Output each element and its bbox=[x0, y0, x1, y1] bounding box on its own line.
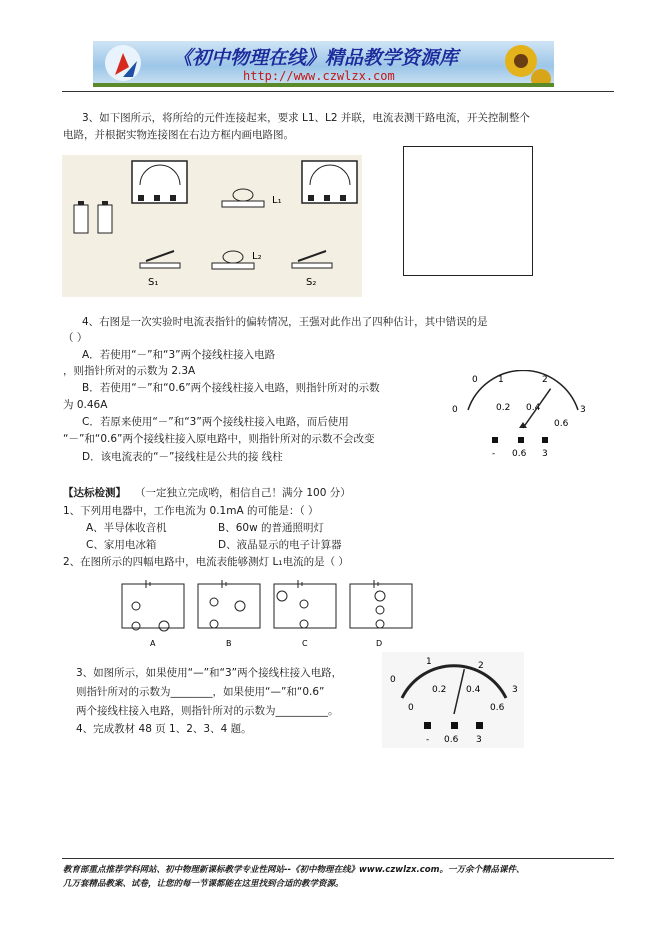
dial-2-upper-tick-2: 2 bbox=[478, 661, 484, 671]
test-q3-line2: 则指针所对的示数为________，如果使用“—”和“0.6” bbox=[76, 686, 325, 698]
q4-option-b-line1: B．若使用“－”和“0.6”两个接线柱接入电路，则指针所对的示数 bbox=[82, 382, 380, 394]
dial-1-terminal-label-2: 3 bbox=[542, 449, 548, 459]
q3-text-line2: 电路，并根据实物连接图在右边方框内画电路图。 bbox=[63, 129, 294, 141]
q3-apparatus-figure bbox=[62, 155, 362, 297]
dial-1-upper-tick-1: 1 bbox=[498, 375, 504, 385]
q3-text-line1: 3、如下图所示，将所给的元件连接起来，要求 L1、L2 并联，电流表测干路电流，开关控制整个 bbox=[82, 112, 530, 124]
footer-line1: 教育部重点推荐学科网站、初中物理新课标教学专业性网站--《初中物理在线》www.czwlzx.com。一万余个精品课件、 bbox=[63, 865, 525, 875]
q3-answer-box[interactable] bbox=[403, 146, 533, 276]
dial-1-terminal-icon bbox=[542, 437, 548, 443]
banner-title: 《初中物理在线》精品教学资源库 bbox=[173, 47, 459, 69]
q4-option-c-line2: “－”和“0.6”两个接线柱接入原电路中，则指针所对的示数不会改变 bbox=[63, 433, 375, 445]
dial-1-terminal-icon bbox=[518, 437, 524, 443]
dial-1-terminal-label-0: - bbox=[492, 449, 496, 459]
test-q1-option-d: D、液晶显示的电子计算器 bbox=[218, 539, 342, 551]
switch-icon bbox=[292, 251, 332, 268]
test-q3-line3: 两个接线柱接入电路，则指针所对的示数为__________。 bbox=[76, 705, 339, 717]
test-q1-option-b: B、60w 的普通照明灯 bbox=[218, 522, 324, 534]
ammeter-dial-1 bbox=[450, 370, 600, 460]
dial-2-lower-tick-2: 0.4 bbox=[466, 685, 481, 695]
ammeter-dial-2 bbox=[382, 652, 524, 748]
banner-url[interactable]: http://www.czwlzx.com bbox=[243, 69, 395, 83]
test-heading-note: （一定独立完成哟，相信自己！满分 100 分） bbox=[135, 487, 351, 499]
dial-2-terminal-icon bbox=[424, 722, 431, 729]
circuit-a bbox=[122, 580, 184, 631]
test-heading: 【达标检测】 bbox=[63, 487, 126, 499]
circuit-b bbox=[198, 580, 260, 628]
lamp-icon bbox=[222, 189, 264, 207]
dial-2-terminal-icon bbox=[476, 722, 483, 729]
test-q1: 1、下列用电器中，工作电流为 0.1mA 的可能是：（ ） bbox=[63, 505, 319, 517]
dial-2-needle bbox=[454, 669, 464, 714]
q4-option-d: D．该电流表的“－”接线柱是公共的接 线柱 bbox=[82, 451, 283, 463]
test-q1-option-c: C、家用电冰箱 bbox=[86, 539, 157, 551]
circuit-label-d: D bbox=[376, 639, 383, 648]
dial-2-lower-tick-3: 0.6 bbox=[490, 703, 505, 713]
circuit-label-a: A bbox=[150, 639, 156, 648]
dial-2-lower-tick-0: 0 bbox=[408, 703, 414, 713]
dial-2-upper-tick-3: 3 bbox=[512, 685, 518, 695]
q4-option-a-line2: ，则指针所对的示数为 2.3A bbox=[63, 365, 196, 377]
dial-1-lower-tick-0: 0 bbox=[452, 405, 458, 415]
test-q4: 4、完成教材 48 页 1、2、3、4 题。 bbox=[76, 723, 252, 735]
dial-2-lower-tick-1: 0.2 bbox=[432, 685, 447, 695]
dial-2-terminal-label-1: 0.6 bbox=[444, 735, 459, 745]
circuit-label-b: B bbox=[226, 639, 232, 648]
dial-1-upper-tick-2: 2 bbox=[542, 375, 548, 385]
circuit-label-c: C bbox=[302, 639, 308, 648]
test-q3-line1: 3、如图所示，如果使用“—”和“3”两个接线柱接入电路， bbox=[76, 667, 343, 679]
ammeter-icon bbox=[302, 161, 357, 203]
dial-2-terminal-icon bbox=[451, 722, 458, 729]
test-q1-option-a: A、半导体收音机 bbox=[86, 522, 167, 534]
q2-circuits-figure bbox=[118, 574, 418, 650]
dial-1-lower-tick-3: 0.6 bbox=[554, 419, 569, 429]
q4-option-a-line1: A．若使用“－”和“3”两个接线柱接入电路 bbox=[82, 349, 276, 361]
dial-1-terminal-label-1: 0.6 bbox=[512, 449, 527, 459]
q4-stem-line2: （ ） bbox=[63, 332, 88, 344]
q4-option-b-line2: 为 0.46A bbox=[63, 399, 108, 411]
footer-line2: 几万套精品教案、试卷，让您的每一节课都能在这里找到合适的教学资源。 bbox=[63, 879, 344, 889]
dial-2-upper-tick-1: 1 bbox=[426, 657, 432, 667]
q4-stem-line1: 4、右图是一次实验时电流表指针的偏转情况，王强对此作出了四种估计，其中错误的是 bbox=[82, 316, 488, 328]
battery-icon bbox=[74, 201, 112, 233]
footer-rule bbox=[62, 858, 614, 859]
dial-1-lower-tick-1: 0.2 bbox=[496, 403, 511, 413]
header-rule bbox=[62, 91, 614, 92]
dial-2-terminal-label-2: 3 bbox=[476, 735, 482, 745]
header-banner bbox=[93, 41, 554, 87]
dial-2-upper-tick-0: 0 bbox=[390, 675, 396, 685]
label-S2: S₂ bbox=[306, 277, 317, 288]
q4-option-c-line1: C．若原来使用“－”和“3”两个接线柱接入电路，而后使用 bbox=[82, 416, 349, 428]
label-S1: S₁ bbox=[148, 277, 159, 288]
dial-1-terminal-icon bbox=[492, 437, 498, 443]
label-L2: L₂ bbox=[252, 251, 262, 262]
circuit-c bbox=[274, 580, 336, 628]
dial-1-lower-tick-2: 0.4 bbox=[526, 403, 541, 413]
circuit-d bbox=[350, 580, 412, 628]
ammeter-icon bbox=[132, 161, 187, 203]
lamp-icon bbox=[212, 251, 254, 269]
dial-1-upper-tick-0: 0 bbox=[472, 375, 478, 385]
dial-1-upper-tick-3: 3 bbox=[580, 405, 586, 415]
switch-icon bbox=[140, 251, 180, 268]
dial-2-terminal-label-0: - bbox=[426, 735, 430, 745]
label-L1: L₁ bbox=[272, 195, 282, 206]
test-q2: 2、在图所示的四幅电路中，电流表能够测灯 L₁电流的是（ ） bbox=[63, 556, 349, 568]
